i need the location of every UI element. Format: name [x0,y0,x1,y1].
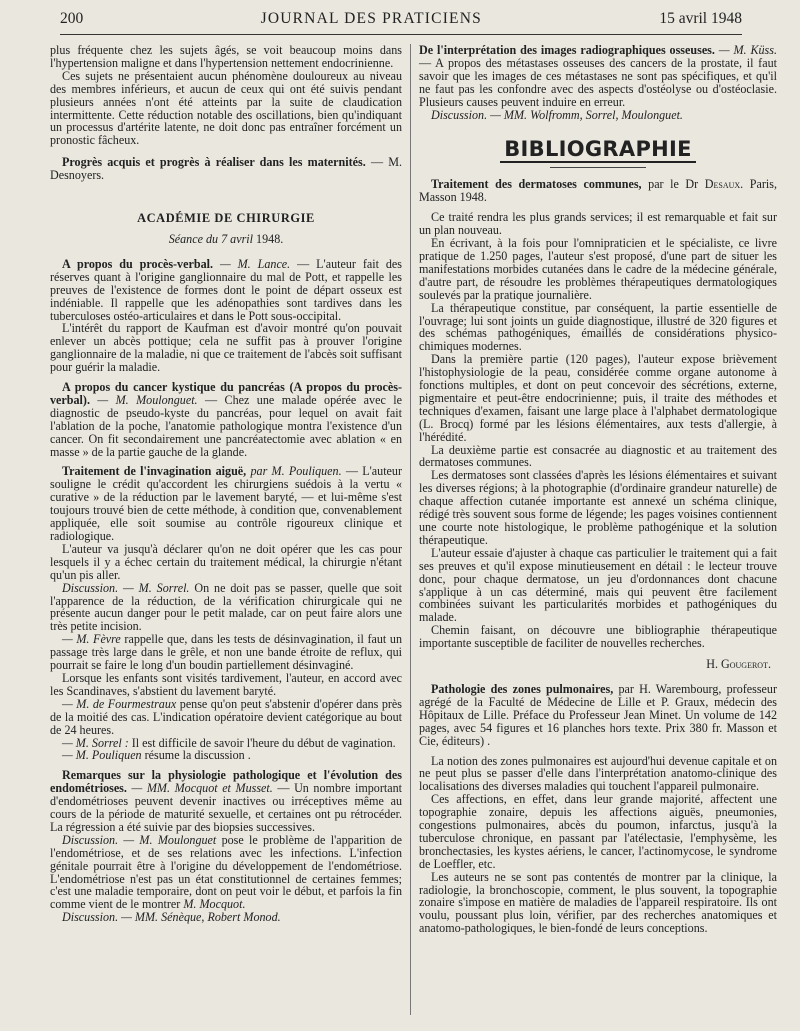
invagination-discussion [50,582,402,634]
bibliography-rule [550,167,646,168]
invagination-entry [50,465,402,542]
academy-heading: ACADÉMIE DE CHIRURGIE [137,211,315,226]
fourmestraux-text: pense qu'on peut s'abstenir d'opérer dans près de la moitié des cas. L'indication opératoire devient catégorique au bout de 24 heures. [50,696,403,737]
dermatoses-paragraph-6: Les dermatoses sont classées d'après les lésions élémentaires et suivant les diverses régions; à la photographie (d'ordinaire grandeur naturelle) de chaque affection cutanée importante est annexé un schéma clinique, rédigé très souvent sous forme de légende; les pages voisines contiennent une courte note histologique, le problème pathogénique et la solution thérapeutique. [419,468,777,547]
invagination-text: — L'auteur souligne le crédit qu'accordent les chirurgiens suédois à la vertu « curative » de la réduction par le lavement baryté, — et lui-même s'est toujours trouvé bien de cette méthode, à condition que, convenablement appliquée, elle soit soumise au contrôle rigoureux clinique et radiologique. [50,464,403,543]
endometriose-discussion-2 [50,911,402,924]
dermatoses-paragraph-2: En écrivant, à la fois pour l'omnipraticien et le spécialiste, ce livre pratique de 1.250 pages, l'auteur s'est proposé, d'une part de situer les manifestations morbides cutanées dans le cadre de la médecine générale, d'autre part, de résoudre les problèmes thérapeutiques dermatologiques soulevés par la pratique journalière. [419,236,777,302]
dermatoses-entry [419,178,777,204]
fevre-remark [50,633,402,672]
dermatoses-paragraph-8: Chemin faisant, on découvre une bibliographie thérapeutique importante susceptible de faciliter de nouvelles recherches. [419,623,777,651]
pulmonaires-text: par H. Warembourg, professeur agrégé de la Faculté de Médecine de Lille et P. Graux, médecin des Hôpitaux de Lille. Préface du Professeur Jean Minet. Un volume de 142 pages, avec 54 figures et 16 planches hors texte. Prix 380 fr. Masson et Cie, éditeurs) . [419,681,777,748]
intro-paragraph-2: Ces sujets ne présentaient aucun phénomène douloureux au niveau des membres inférieurs, et aucun de ceux qui ont été suivis pendant plusieurs années n'ont été atteints par la suite de claudication intermittente. Cette réduction notable des oscillations, bien qu'indiquant un processus d'artérite latente, ne doit donc pas entraîner forcément un pronostic fâcheux. [50,68,402,148]
enfants-remark: Lorsque les enfants sont visités tardivement, l'auteur, en accord avec les Scandinaves, s'abstient du lavement baryté. [50,670,402,698]
pouliquen-remark [50,749,402,762]
pulmonaires-paragraph-3: Les auteurs ne se sont pas contentés de montrer par la clinique, la radiologie, la bronchoscopie, comment, le plus souvent, la topographie zonaire s'impose en matière de maladies de l'appareil respiratoire. Ils ont voulu, poussant plus loin, vérifier, par des recherches anatomiques et anatomo-pathologiques, le bien-fondé de leurs conceptions. [419,869,777,936]
progres-title: Progrès acquis et progrès à réaliser dans les maternités. [62,155,366,170]
dermatoses-signature: H. Gougerot. [706,657,771,672]
pott-text: — L'auteur fait des réserves quant à l'origine ganglionnaire du mal de Pott, et rappelle les preuves de l'existence de formes dont le point de départ osseux est indéniable. Il rappelle que les adénopathies sont tardives dans les tuberculoses ostéo-articulaires et dans le Pott sous-occipital. [50,256,402,323]
progres-entry [50,156,402,182]
pouliquen-name: — M. Pouliquen [62,748,142,763]
dermatoses-author: Desaux. [704,177,744,192]
fevre-text: rappelle que, dans les tests de désinvagination, il faut un passage très large dans le grêle, et non une bande étroite de reflux, qui pourrait se faire le long d'un boudin partiellement désinvaginé. [50,632,402,673]
bibliography-heading-block [419,137,777,168]
right-column [419,44,777,935]
sorrel-name: — M. Sorrel : [62,735,129,750]
radio-entry [419,44,777,109]
radio-discussion-label: Discussion. — MM. [431,107,528,122]
bibliography-heading: BIBLIOGRAPHIE [500,137,696,163]
invagination-paragraph-2: L'auteur va jusqu'à déclarer qu'on ne doit opérer que les cas pour lesquels il y a échec certain du traitement médical, la chirurgie n'étant qu'un pis aller. [50,541,402,582]
journal-title: JOURNAL DES PRATICIENS [260,10,482,27]
radio-author: — M. Küss. [718,43,777,57]
radio-text: — A propos des métastases osseuses des cancers de la prostate, il faut savoir que les images de ces métastases ne sont pas spécifiques, et qu'il ne faut pas les confondre avec des aspects d'ostéolyse ou d'ostéoclasie. Plusieurs causes peuvent induire en erreur. [419,55,777,109]
running-header [60,10,742,35]
seance-year: 1948. [256,231,284,246]
invagination-author: par M. Pouliquen. [250,464,342,479]
page-number: 200 [60,10,84,27]
pott-title: A propos du procès-verbal. [62,256,214,271]
dermatoses-title: Traitement des dermatoses communes, [431,177,642,192]
endometriose-discussion-label: Discussion. — M. Moulonguet [62,832,217,847]
endometriose-discussion-text: pose le problème de l'apparition de l'endométriose, et de ses relations avec les infections. L'infection génitale pourrait être à l'origine du développement de l'endométriose. L'endométriose n'est pas un état constitutionnel de certaines femmes; c'est une maladie temporaire, dont on peut voir le début, et parfois la fin comme vient de le montrer [50,832,402,912]
issue-date: 15 avril 1948 [659,10,742,27]
pulmonaires-paragraph-1: La notion des zones pulmonaires est aujourd'hui devenue capitale et on ne peut plus se passer d'elle dans l'interprétation anatomo-clinique des localisations des diverses maladies qui touchent l'appareil pulmonaire. [419,753,777,794]
invagination-discussion-label: Discussion. — M. Sorrel. [62,580,190,595]
column-divider [410,44,411,1015]
kyste-entry [50,381,402,458]
dermatoses-paragraph-4: Dans la première partie (120 pages), l'auteur expose brièvement l'histophysiologie de la peau, considérée comme organe autonome à fonctions multiples, et dont on peut concevoir des sécrétions, externe, pigmentaire et peut-être endocrinienne; puis, il traite des méthodes et techniques d'examen, faisant une large place à l'alphabet dermatologique (L. Brocq) formé par les lésions élémentaires, aux tests d'allergie, à l'hérédité. [419,352,777,444]
fourmestraux-remark [50,698,402,737]
kyste-text: — Chez une malade opérée avec le diagnostic de pseudo-kyste du pancréas, pour lequel on avait fait l'ablation de la poche, l'anatomie pathologique montra l'existence d'un cancer. On fit secondairement une pancréatectomie avec ablation « en masse » de la partie gauche de la glande. [50,392,402,459]
endometriose-title: Remarques sur la physiologie pathologique et l'évolution des endométrioses. [50,768,402,796]
intro-paragraph-1: plus fréquente chez les sujets âgés, se voit beaucoup moins dans l'hypertension maligne et dans l'hypertension nettement endocrinienne. [50,43,402,70]
endometriose-discussion-end: M. Mocquot. [183,897,246,912]
fevre-name: — M. Fèvre [62,632,121,647]
radio-title: De l'interprétation des images radiographiques osseuses. [419,43,715,57]
dermatoses-paragraph-7: L'auteur essaie d'ajuster à chaque cas particulier le traitement qui a fait ses preuves et qu'il expose minutieusement en détail : le lecteur trouve donc, pour chaque dermatose, un jeu d'ordonnances dont chacune s'applique à un cas déterminé, mais qui peuvent être facilement combinées suivant les particularités morbides et pathogéniques du malade. [419,545,777,625]
pott-entry [50,258,402,323]
dermatoses-publisher: Paris, Masson 1948. [419,177,777,205]
dermatoses-paragraph-3: La thérapeutique constitue, par conséquent, la partie essentielle de l'ouvrage; lui sont joints un guide diagnostique, illustré de 320 figures et des schémas pathogéniques, émaillés de considérations physico-chimiques modernes. [419,300,777,354]
endometriose-discussion [50,834,402,911]
kyste-author: — M. Moulonguet. [97,392,198,407]
radio-discussion-names: Wolfromm, Sorrel, Moulonguet. [530,107,683,122]
radio-discussion [419,109,777,122]
pulmonaires-title: Pathologie des zones pulmonaires, [431,681,614,696]
seance-date [50,233,402,246]
endometriose-entry [50,769,402,834]
pulmonaires-paragraph-2: Ces affections, en effet, dans leur grande majorité, affectent une topographie zonaire, depuis les affections aiguës, pneumonies, congestions pulmonaires, abcès du poumon, infarctus, jusqu'à la tuberculose chronique, en passant par l'atélectasie, l'emphysème, les bronchectasies, les kystes aériens, le cancer, l'actinomycose, le syndrome de Loeffler, etc. [419,792,777,871]
pouliquen-text: résume la discussion . [144,748,251,763]
seance-prefix: Séance du 7 avril [168,231,254,246]
endometriose-text: — Un nombre important d'endométrioses peuvent devenir inactives ou irréceptives même au cours de la période de maturité sexuelle, et certaines ont pu rétrocéder. La régression a été suivie par des biopsies successives. [50,781,402,834]
sorrel-text: Il est difficile de savoir l'heure du début de vagination. [131,735,396,750]
pott-paragraph-2: L'intérêt du rapport de Kaufman est d'avoir montré qu'on pouvait enlever un abcès pottique; cela ne suffit pas à prouver l'origine ganglionnaire de la maladie, ni que ce traitement de l'abcès soit suffisant pour guérir la maladie. [50,321,402,375]
pulmonaires-entry [419,683,777,748]
left-column [50,44,402,924]
dermatoses-paragraph-1: Ce traité rendra les plus grands services; il est remarquable et fait sur un plan nouveau. [419,210,777,238]
kyste-title: A propos du cancer kystique du pancréas (A propos du procès-verbal). [50,380,402,407]
fourmestraux-name: — M. de Fourmestraux [62,696,177,711]
endometriose-discussion-2-label: Discussion. — MM. [62,910,159,925]
invagination-discussion-text: On ne doit pas se passer, quelle que soit l'apparence de la réduction, de la vérification chirurgicale qui ne présente aucun danger pour le petit malade, car on peut faire alors une très petite incision. [50,580,403,634]
progres-author: — M. Desnoyers. [50,155,402,183]
dermatoses-paragraph-5: La deuxième partie est consacrée au diagnostic et au traitement des dermatoses communes. [419,442,777,470]
dermatoses-by: par le Dr [648,177,699,192]
invagination-title: Traitement de l'invagination aiguë, [62,464,247,479]
endometriose-discussion-2-names: Sénèque, Robert Monod. [161,910,281,925]
endometriose-authors: — MM. Mocquot et Musset. [131,781,273,796]
pott-author: — M. Lance. [219,256,291,271]
